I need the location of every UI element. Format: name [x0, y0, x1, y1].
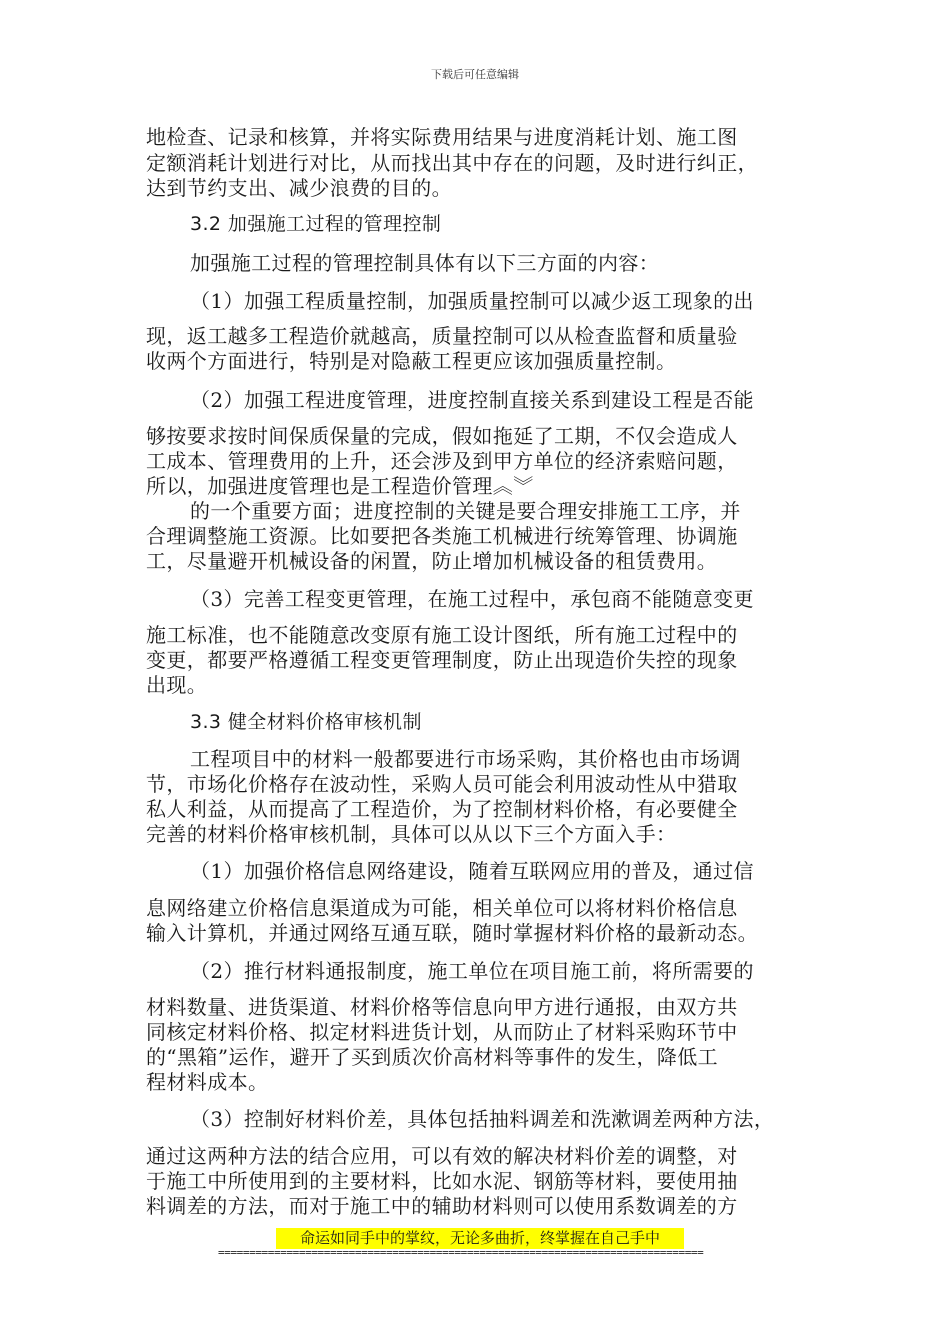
text-line: （2）加强工程进度管理，进度控制直接关系到建设工程是否能	[190, 388, 754, 412]
text-line: 合理调整施工资源。比如要把各类施工机械进行统筹管理、协调施	[146, 524, 738, 548]
text-line: 完善的材料价格审核机制，具体可以从以下三个方面入手：	[146, 822, 677, 846]
footer-motto: 命运如同手中的掌纹，无论多曲折，终掌握在自己手中	[276, 1228, 684, 1249]
text-line: 出现。	[146, 673, 208, 697]
text-line: 地检查、记录和核算，并将实际费用结果与进度消耗计划、施工图	[146, 125, 738, 149]
text-line: 变更，都要严格遵循工程变更管理制度，防止出现造价失控的现象	[146, 648, 738, 672]
text-line: 加强施工过程的管理控制具体有以下三方面的内容：	[190, 251, 660, 275]
text-line: （1）加强工程质量控制，加强质量控制可以减少返工现象的出	[190, 289, 754, 313]
text-line: 定额消耗计划进行对比，从而找出其中存在的问题，及时进行纠正，	[146, 151, 758, 175]
text-line: 息网络建立价格信息渠道成为可能，相关单位可以将材料价格信息	[146, 896, 738, 920]
text-line: 材料数量、进货渠道、材料价格等信息向甲方进行通报，由双方共	[146, 995, 738, 1019]
text-line: 收两个方面进行，特别是对隐蔽工程更应该加强质量控制。	[146, 349, 677, 373]
text-line: 达到节约支出、减少浪费的目的。	[146, 176, 452, 200]
text-line: 工，尽量避开机械设备的闲置，防止增加机械设备的租赁费用。	[146, 549, 718, 573]
text-line: 节，市场化价格存在波动性，采购人员可能会利用波动性从中猎取	[146, 772, 738, 796]
text-line: 施工标准，也不能随意改变原有施工设计图纸，所有施工过程中的	[146, 623, 738, 647]
text-line: 输入计算机，并通过网络互通互联，随时掌握材料价格的最新动态。	[146, 921, 758, 945]
text-line: （3）完善工程变更管理，在施工过程中，承包商不能随意变更	[190, 587, 754, 611]
text-line: 工成本、管理费用的上升，还会涉及到甲方单位的经济索赔问题，	[146, 449, 738, 473]
text-line: 通过这两种方法的结合应用，可以有效的解决材料价差的调整，对	[146, 1144, 738, 1168]
text-line: 的“黑箱”运作，避开了买到质次价高材料等事件的发生，降低工	[146, 1045, 719, 1069]
text-line: 工程项目中的材料一般都要进行市场采购，其价格也由市场调	[190, 747, 741, 771]
section-heading-3-3: 3.3 健全材料价格审核机制	[190, 711, 422, 733]
text-line: 私人利益，从而提高了工程造价，为了控制材料价格，有必要健全	[146, 797, 738, 821]
text-line: （3）控制好材料价差，具体包括抽料调差和洗漱调差两种方法，	[190, 1107, 775, 1131]
text-line: 现，返工越多工程造价就越高，质量控制可以从检查监督和质量验	[146, 324, 738, 348]
page-header: 下载后可任意编辑	[431, 68, 519, 81]
text-line: 同核定材料价格、拟定材料进货计划，从而防止了材料采购环节中	[146, 1020, 738, 1044]
footer-rule: ==============================================================================	[218, 1246, 704, 1259]
section-heading-3-2: 3.2 加强施工过程的管理控制	[190, 213, 442, 235]
text-line: （1）加强价格信息网络建设，随着互联网应用的普及，通过信	[190, 859, 754, 883]
text-line: 够按要求按时间保质保量的完成，假如拖延了工期，不仅会造成人	[146, 424, 738, 448]
text-line: 于施工中所使用到的主要材料，比如水泥、钢筋等材料，要使用抽	[146, 1169, 738, 1193]
text-line: 程材料成本。	[146, 1070, 269, 1094]
text-line: 的一个重要方面；进度控制的关键是要合理安排施工工序，并	[190, 499, 741, 523]
text-line: 料调差的方法，而对于施工中的辅助材料则可以使用系数调差的方	[146, 1194, 738, 1218]
text-line: 所以，加强进度管理也是工程造价管理︽︾	[146, 474, 534, 498]
text-line: （2）推行材料通报制度，施工单位在项目施工前，将所需要的	[190, 959, 754, 983]
